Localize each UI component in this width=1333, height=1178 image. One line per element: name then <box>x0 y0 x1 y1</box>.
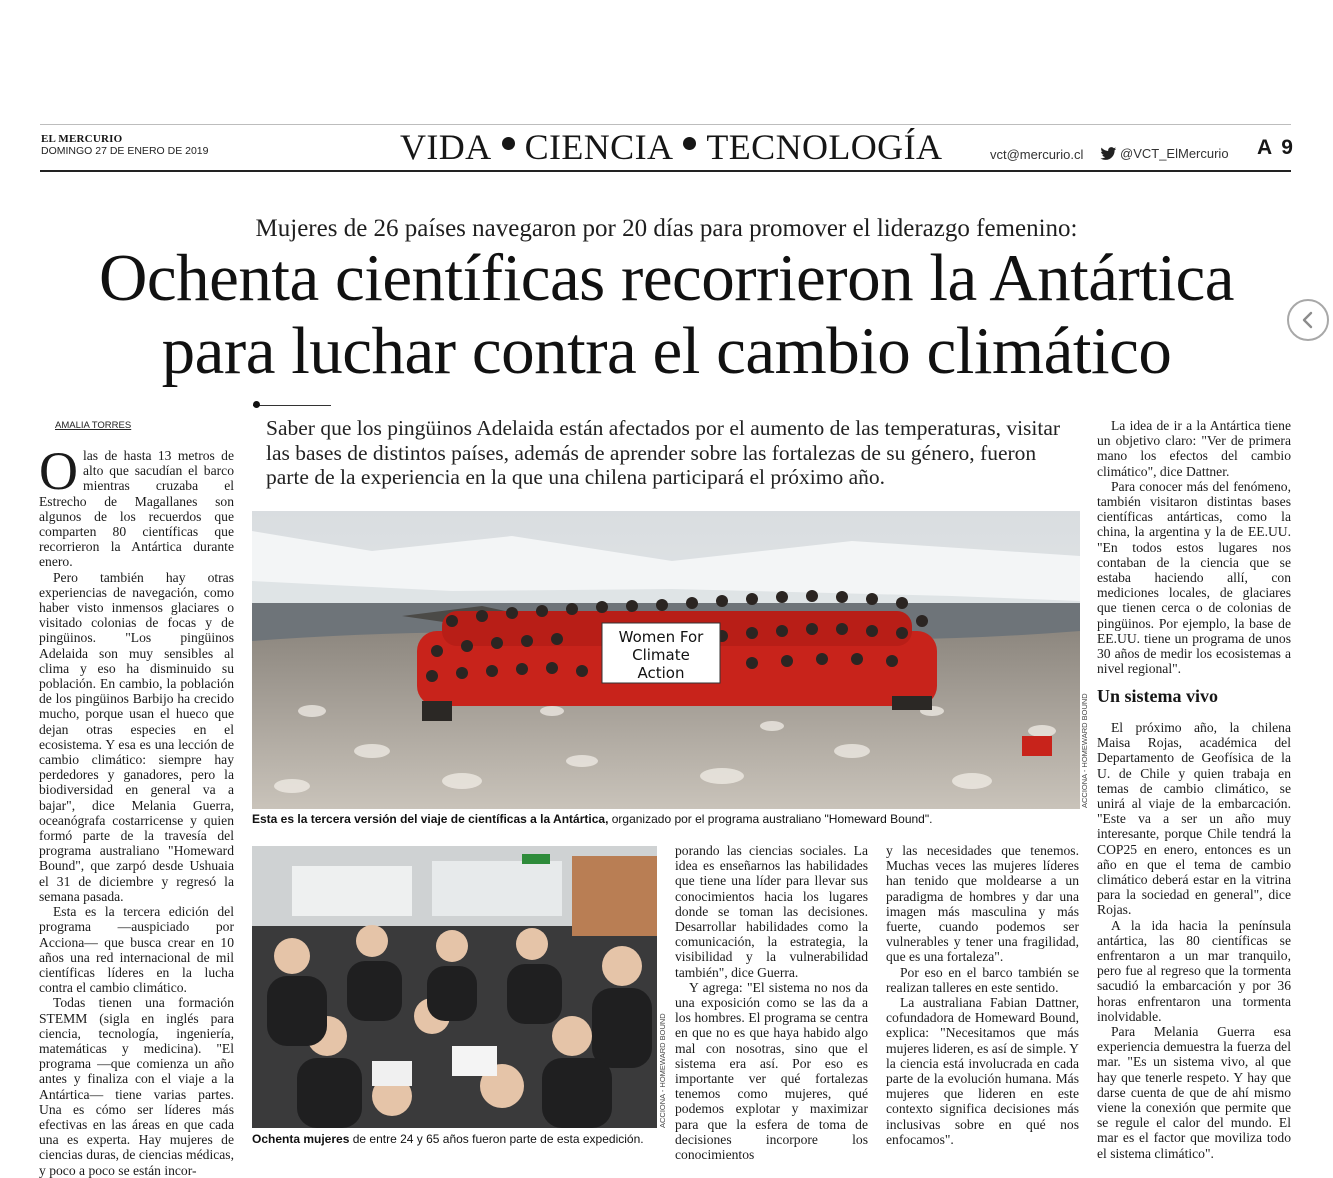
paragraph: Esta es la tercera edición del programa —auspiciado por Acciona— que busca crear en 10 años una red internacional de mil científicas líderes en la lucha contra el cambio climático. <box>39 904 234 996</box>
group-photo-antarctica <box>252 511 1080 809</box>
issue-date: DOMINGO 27 DE ENERO DE 2019 <box>41 145 209 157</box>
bullet-dot-icon <box>683 137 696 150</box>
paragraph <box>39 441 234 570</box>
section-title <box>400 126 943 168</box>
paragraph: Para Melania Guerra esa experiencia demuestra la fuerza del mar. "Es un sistema vivo, al que hay que tenerle respeto. Y hay que darse cuenta de que de ahí mismo viene la conexión que permite que se regule el calor del mundo. El mar es el factor que moviliza todo el sistema climático". <box>1097 1024 1291 1161</box>
headline-line-1: Ochenta científicas recorrieron la Antártica <box>99 241 1234 315</box>
paragraph: La australiana Fabian Dattner, cofundadora de Homeward Bound, explica: "Necesitamos que más mujeres lideren, es así de simple. Y la ciencia está involucrada en cada parte de la evolución humana. Más mujeres que lideren en este contexto significa decisiones más inclusivas sobre en qué nos enfocamos". <box>886 995 1079 1147</box>
section-part-vida: VIDA <box>400 127 492 167</box>
article-column-5-bottom <box>1097 720 1291 1161</box>
lead-rule <box>253 405 331 406</box>
paragraph: porando las ciencias sociales. La idea es enseñarnos las habilidades que tiene una líder para llevar sus conocimientos hacia los lugares donde se toman las decisiones. Desarrollar habilidades como la comunicación, la estrategia, la visibilidad y la vulnerabilidad también", dice Guerra. <box>675 843 868 980</box>
main-photo <box>252 511 1080 809</box>
newspaper-name: EL MERCURIO <box>41 133 123 145</box>
second-photo-caption <box>252 1132 644 1146</box>
headline-line-2: para luchar contra el cambio climático <box>161 314 1172 388</box>
twitter-handle: @VCT_ElMercurio <box>1120 146 1229 161</box>
ship-meeting-photo <box>252 846 657 1128</box>
main-photo-credit: ACCIONA - HOMEWARD BOUND <box>1080 693 1089 808</box>
article-column-1 <box>39 441 234 1178</box>
masthead-top-rule <box>40 124 1291 125</box>
second-photo <box>252 846 657 1128</box>
paragraph: El próximo año, la chilena Maisa Rojas, académica del Departamento de Geofísica de la U. de Chile y quien trabaja en temas de cambio climático, se unirá al viaje de la embarcación. "Este va a ser un año muy interesante, porque Chile tendrá la COP25 en enero, entonces es un año en que el tema de cambio climático deberá estar en la vitrina para la sociedad en general", dice Rojas. <box>1097 720 1291 918</box>
masthead-bottom-rule <box>40 170 1291 172</box>
caption-bold: Esta es la tercera versión del viaje de científicas a la Antártica, <box>252 812 609 826</box>
banner-line-2: Climate <box>632 646 690 664</box>
previous-page-button[interactable] <box>1287 299 1329 341</box>
article-column-5-top <box>1097 418 1291 682</box>
article-kicker: Mujeres de 26 países navegaron por 20 días para promover el liderazgo femenino: <box>255 215 1078 242</box>
twitter-bird-icon <box>1100 147 1117 161</box>
paragraph-text: las de hasta 13 metros de alto que sacudían el barco mientras cruzaba el Estrecho de Magallanes son algunos de los recuerdos que comparten 80 científicas que recorrieron la Antártica durante enero. <box>39 448 234 570</box>
lead-dot <box>253 401 260 408</box>
section-email: vct@mercurio.cl <box>990 147 1084 162</box>
section-twitter <box>1100 146 1229 161</box>
article-lead: Saber que los pingüinos Adelaida están afectados por el aumento de las temperaturas, visitar las bases de distintos países, además de aprender sobre las fortalezas de su género, fueron parte de la experiencia en la que una chilena participará el próximo año. <box>266 416 1061 489</box>
section-part-tecnologia: TECNOLOGÍA <box>706 127 943 167</box>
paragraph: Y agrega: "El sistema no nos da una exposición como se las da a los hombres. El programa se centra en que no es que haya habido algo mal con nosotras, sino que el sistema era así. Por eso es importante ver qué fortalezas tenemos como mujeres, qué podemos explotar y maximizar para que la esfera de toma de decisiones incorpore los conocimientos <box>675 979 868 1163</box>
main-photo-caption <box>252 812 932 826</box>
article-headline <box>0 242 1333 388</box>
paragraph: Para conocer más del fenómeno, también visitaron distintas bases científicas antárticas, como la china, la argentina y la de EE.UU. "En todos estos lugares nos contaban de la ciencia que se estaba haciendo allí, con mediciones locales, de glaciares que tienen cerca o de colonias de pingüinos. Por ejemplo, la base de EE.UU. tiene un programa de unos 30 años de medir los ecosistemas a nivel regional". <box>1097 478 1291 677</box>
paragraph: La idea de ir a la Antártica tiene un objetivo claro: "Ver de primera mano los efectos del cambio climático", dice Dattner. <box>1097 418 1291 479</box>
paragraph: Por eso en el barco también se realizan talleres en este sentido. <box>886 964 1079 995</box>
banner-line-3: Action <box>637 664 685 682</box>
byline: AMALIA TORRES <box>55 420 132 431</box>
paragraph: Todas tienen una formación STEMM (sigla en inglés para ciencia, tecnología, ingeniería, matemáticas y medicina). "El programa —que comienza un año antes y finaliza con el viaje a la Antártica— tiene varias partes. Una es cómo ser líderes más efectivas en las áreas en que cada una es experta. Hay mujeres de ciencias duras, de ciencias médicas, y poco a poco se están incor- <box>39 995 234 1178</box>
subhead: Un sistema vivo <box>1097 686 1218 706</box>
page-number: A 9 <box>1257 136 1295 159</box>
caption-text: organizado por el programa australiano "Homeward Bound". <box>608 812 933 826</box>
caption-bold: Ochenta mujeres <box>252 1132 350 1146</box>
article-column-4 <box>886 843 1079 1153</box>
section-part-ciencia: CIENCIA <box>524 127 674 167</box>
climate-banner <box>602 623 720 683</box>
article-column-3 <box>675 843 868 1163</box>
banner-line-1: Women For <box>618 628 704 646</box>
bullet-dot-icon <box>502 137 515 150</box>
paragraph: Pero también hay otras experiencias de navegación, como haber visto inmensos glaciares o visitado colonias de focas y de pingüinos. "Los pingüinos Adelaida son muy sensibles al clima y eso ha disminuido su población. En cambio, la población de los pingüinos Barbijo ha crecido mucho, porque usan el hueco que dejan otras especies en el ecosistema. Y esa es una lección de cambio climático: siempre hay perdedores y ganadores, pero la biodiversidad en general va a bajar", dice Melania Guerra, oceanógrafa costarricense y quien formó parte de la travesía del programa australiano "Homeward Bound", que zarpó desde Ushuaia el 31 de diciembre y regresó la semana pasada. <box>39 569 234 904</box>
second-photo-credit: ACCIONA - HOMEWARD BOUND <box>658 1013 667 1128</box>
chevron-left-icon <box>1300 310 1316 330</box>
paragraph: A la ida hacia la península antártica, las 80 científicas se enfrentaron a un mar tranquilo, pero fue al regreso que la tormenta sacudió la embarcación y por 36 horas enfrentaron una tormenta inolvidable. <box>1097 917 1291 1024</box>
drop-cap: O <box>39 441 78 501</box>
caption-text: de entre 24 y 65 años fueron parte de esta expedición. <box>349 1132 644 1146</box>
paragraph: y las necesidades que tenemos. Muchas veces las mujeres líderes han tenido que moldearse a un paradigma de hombres y dar una imagen más masculina y más fuerte, cuando podemos ser vulnerables y tener una fragilidad, que es una fortaleza". <box>886 843 1079 965</box>
